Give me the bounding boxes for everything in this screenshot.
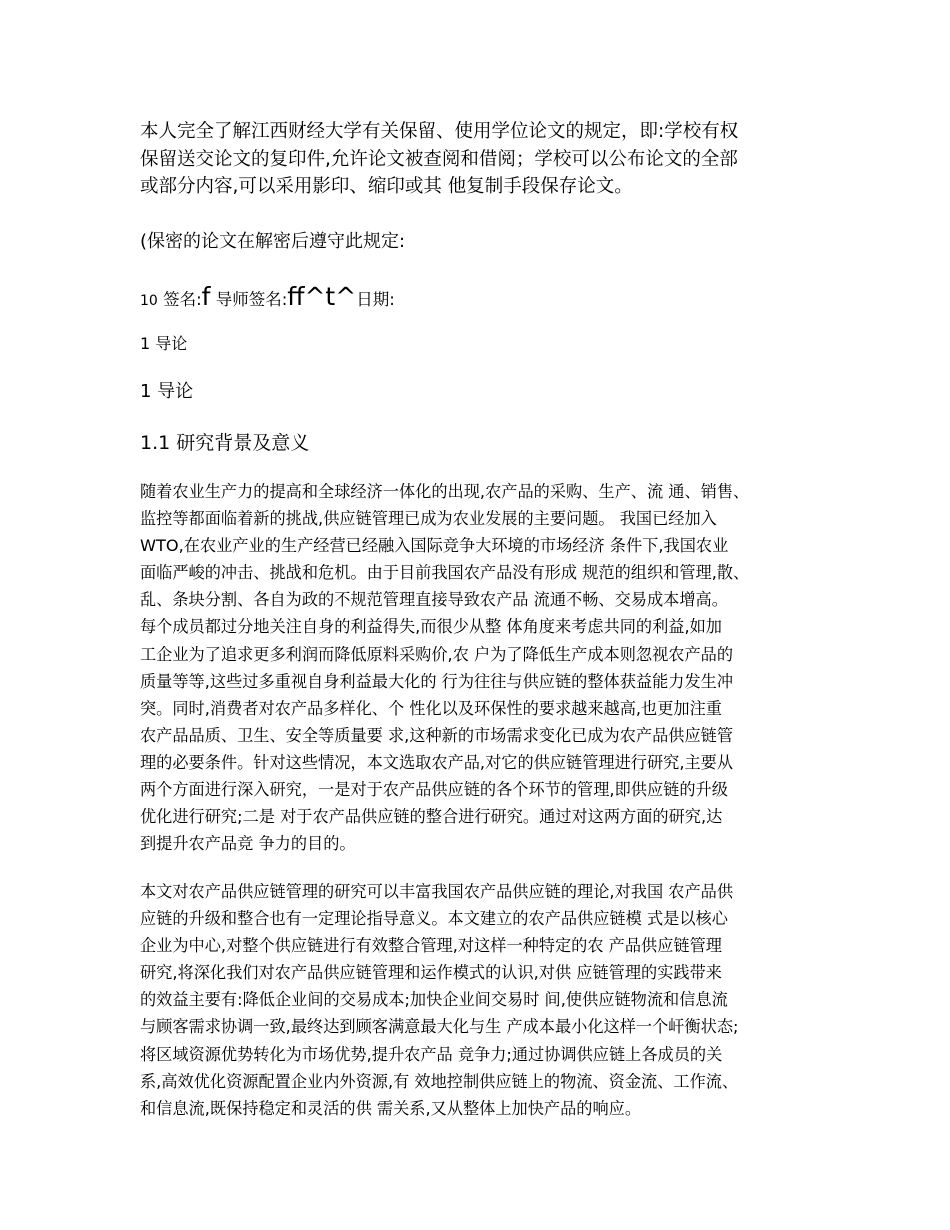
paragraph-line: 研究,将深化我们对农产品供应链管理和运作模式的认识,对供 应链管理的实践带来 <box>140 963 722 983</box>
paragraph-line: 的效益主要有:降低企业间的交易成本;加快企业间交易时 间,使供应链物流和信息流 <box>140 990 728 1010</box>
paragraph-line: 与顾客需求协调一致,最终达到顾客满意最大化与生 产成本最小化这样一个屽衡状态; <box>140 1017 739 1037</box>
paragraph-line: 农产品品质、卫生、安全等质量要 求,这种新的市场需求变化已成为农产品供应链管 <box>140 725 734 745</box>
signature-number: 10 <box>140 293 158 309</box>
paragraph-line: 两个方面进行深入研究，一是对于农产品供应链的各个环节的管理,即供应链的升级 <box>140 780 728 800</box>
author-signature-mark: f <box>201 282 211 311</box>
secret-note: (保密的论文在解密后遵守此规定: <box>140 231 406 252</box>
advisor-signature-label: 导师签名: <box>210 290 288 309</box>
paragraph-line: 突。同时,消费者对农产品多样化、个 性化以及环保性的要求越来越高,也更加注重 <box>140 698 722 718</box>
chapter-heading: 1 导论 <box>140 381 194 402</box>
paragraph-line: WTO,在农业产业的生产经营已经融入国际竞争大环境的市场经济 条件下,我国农业 <box>140 536 729 556</box>
declaration-line: 保留送交论文的复印件,允许论文被查阅和借阅；学校可以公布论文的全部 <box>140 148 738 170</box>
author-signature-label: 签名: <box>157 290 202 309</box>
paragraph-line: 企业为中心,对整个供应链进行有效整合管理,对这样一种特定的农 产品供应链管理 <box>140 936 722 956</box>
paragraph-line: 面临严峻的冲击、挑战和危机。由于目前我国农产品没有形成 规范的组织和管理,散、 <box>140 563 750 583</box>
body-paragraph-1 <box>140 478 830 857</box>
paragraph-line: 系,高效优化资源配置企业内外资源,有 效地控制供应链上的物流、资金流、工作流、 <box>140 1071 739 1091</box>
paragraph-line: 到提升农产品竞 争力的目的。 <box>140 834 356 854</box>
declaration-line: 或部分内容,可以采用影印、缩印或其 他复制手段保存论文。 <box>140 176 633 197</box>
signature-line <box>140 280 395 318</box>
declaration-line: 本人完全了解江西财经大学有关保留、使用学位论文的规定，即:学校有权 <box>140 121 739 142</box>
toc-entry: 1 导论 <box>140 334 188 353</box>
paragraph-line: 工企业为了追求更多利润而降低原料采购价,农 户为了降低生产成本则忽视农产品的 <box>140 644 734 664</box>
paragraph-line: 随着农业生产力的提高和全球经济一体化的出现,农产品的采购、生产、流 通、销售、 <box>140 482 750 501</box>
paragraph-line: 监控等都面临着新的挑战,供应链管理已成为农业发展的主要问题。 我国已经加入 <box>140 509 717 529</box>
body-paragraph-2 <box>140 878 830 1122</box>
advisor-signature-mark: ff^t^ <box>287 282 357 311</box>
section-heading: 1.1 研究背景及意义 <box>140 432 310 454</box>
paragraph-line: 和信息流,既保持稳定和灵活的供 需关系,又从整体上加快产品的响应。 <box>140 1098 642 1118</box>
paragraph-line: 应链的升级和整合也有一定理论指导意义。本文建立的农产品供应链模 式是以核心 <box>140 909 728 929</box>
paragraph-line: 理的必要条件。针对这些情况，本文选取农产品,对它的供应链管理进行研究,主要从 <box>140 752 734 772</box>
declaration-paragraph <box>140 118 830 201</box>
date-label: 日期: <box>356 290 395 309</box>
paragraph-line: 本文对农产品供应链管理的研究可以丰富我国农产品供应链的理论,对我国 农产品供 <box>140 882 734 901</box>
paragraph-line: 每个成员都过分地关注自身的利益得失,而很少从整 体角度来考虑共同的利益,如加 <box>140 617 722 637</box>
paragraph-line: 优化进行研究;二是 对于农产品供应链的整合进行研究。通过对这两方面的研究,达 <box>140 807 723 827</box>
paragraph-line: 质量等等,这些过多重视自身利益最大化的 行为往往与供应链的整体获益能力发生冲 <box>140 671 734 691</box>
paragraph-line: 将区域资源优势转化为市场优势,提升农产品 竞争力;通过协调供应链上各成员的关 <box>140 1044 723 1064</box>
paragraph-line: 乱、条块分割、各自为政的不规范管理直接导致农产品 流通不畅、交易成本增高。 <box>140 590 728 610</box>
